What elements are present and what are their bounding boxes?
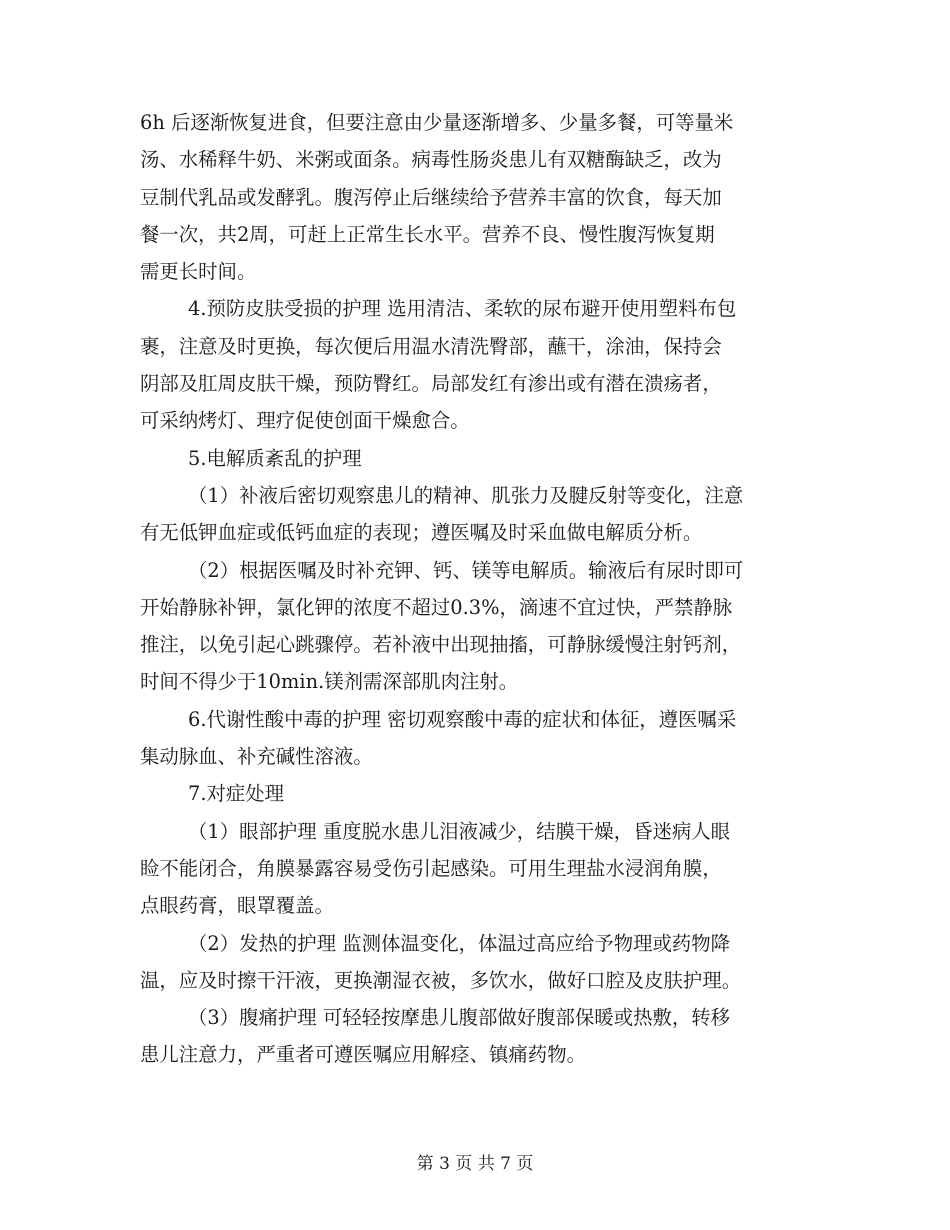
section-heading-skin-care: 4.预防皮肤受损的护理 选用清洁、柔软的尿布避开使用塑料布包 (188, 297, 737, 321)
paragraph-line: （1）补液后密切观察患儿的精神、肌张力及腱反射等变化，注意 (188, 483, 744, 507)
paragraph-line: 裹，注意及时更换，每次便后用温水清洗臀部，蘸干，涂油，保持会 (140, 334, 722, 358)
paragraph-line: 时间不得少于10min.镁剂需深部肌肉注射。 (140, 670, 519, 694)
paragraph-line: 集动脉血、补充碱性溶液。 (140, 745, 373, 769)
document-body (140, 104, 808, 1074)
paragraph-line: 餐一次，共2周，可赶上正常生长水平。营养不良、慢性腹泻恢复期 (140, 222, 715, 246)
paragraph-line: 汤、水稀释牛奶、米粥或面条。病毒性肠炎患儿有双糖酶缺乏，改为 (140, 148, 722, 172)
paragraph-line: （1）眼部护理 重度脱水患儿泪液减少，结膜干燥，昏迷病人眼 (188, 819, 731, 843)
paragraph-line: （3）腹痛护理 可轻轻按摩患儿腹部做好腹部保暖或热敷，转移 (188, 1006, 731, 1030)
paragraph-line: 阴部及肛周皮肤干燥，预防臀红。局部发红有渗出或有潜在溃疡者， (140, 372, 722, 396)
paragraph-line: 温，应及时擦干汗液，更换潮湿衣被，多饮水，做好口腔及皮肤护理。 (140, 968, 742, 992)
section-heading-electrolyte: 5.电解质紊乱的护理 (188, 446, 362, 470)
paragraph-line: 可采纳烤灯、理疗促使创面干燥愈合。 (140, 409, 470, 433)
paragraph-line: 患儿注意力，严重者可遵医嘱应用解痉、镇痛药物。 (140, 1043, 586, 1067)
section-heading-symptomatic: 7.对症处理 (188, 782, 285, 806)
page-number: 第 3 页 共 7 页 (416, 1154, 534, 1174)
paragraph-line: 开始静脉补钾，氯化钾的浓度不超过0.3%，滴速不宜过快，严禁静脉 (140, 595, 733, 619)
paragraph-line: （2）发热的护理 监测体温变化，体温过高应给予物理或药物降 (188, 931, 731, 955)
paragraph-line: 有无低钾血症或低钙血症的表现；遵医嘱及时采血做电解质分析。 (140, 521, 703, 545)
paragraph-line: 睑不能闭合，角膜暴露容易受伤引起感染。可用生理盐水浸润角膜， (140, 856, 722, 880)
paragraph-line: 需更长时间。 (140, 260, 257, 284)
paragraph-line: 豆制代乳品或发酵乳。腹泻停止后继续给予营养丰富的饮食，每天加 (140, 185, 722, 209)
section-heading-acidosis: 6.代谢性酸中毒的护理 密切观察酸中毒的症状和体征，遵医嘱采 (188, 707, 737, 731)
paragraph-line: （2）根据医嘱及时补充钾、钙、镁等电解质。输液后有尿时即可 (188, 558, 744, 582)
paragraph-line: 点眼药膏，眼罩覆盖。 (140, 894, 334, 918)
paragraph-line: 6h 后逐渐恢复进食，但要注意由少量逐渐增多、少量多餐，可等量米 (140, 111, 734, 134)
paragraph-line: 推注，以免引起心跳骤停。若补液中出现抽搐，可静脉缓慢注射钙剂， (140, 633, 742, 657)
